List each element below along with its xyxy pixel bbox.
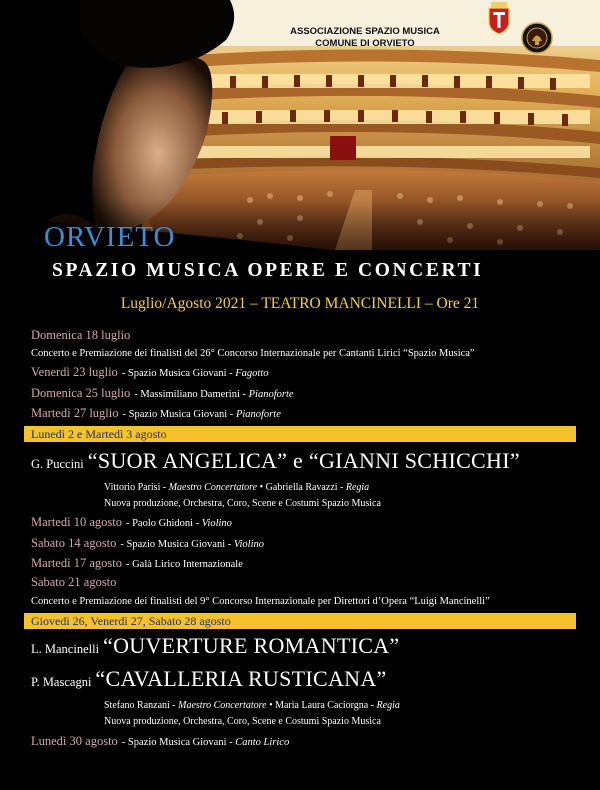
orvieto-coat-of-arms-icon <box>485 0 513 36</box>
event-entry <box>31 535 264 553</box>
event-instrument: Pianoforte <box>248 389 294 400</box>
highlight-date-bar <box>24 613 576 629</box>
association-name: ASSOCIAZIONE SPAZIO MUSICA <box>290 26 440 37</box>
event-description: - Spazio Musica Giovani - <box>121 737 236 748</box>
production-credits: Nuova produzione, Orchestra, Coro, Scene e Costumi Spazio Musica <box>104 498 381 509</box>
opera-title: “CAVALLERIA RUSTICANA” <box>95 666 387 691</box>
separator-bullet: • <box>266 700 276 711</box>
conductor-role: Maestro Concertatore <box>168 482 258 493</box>
event-instrument: Pianoforte <box>235 409 281 420</box>
production-credits: Nuova produzione, Orchestra, Coro, Scene e Costumi Spazio Musica <box>104 716 381 727</box>
season-subtitle: Luglio/Agosto 2021 – TEATRO MANCINELLI – Ore 21 <box>120 295 480 312</box>
event-description: - Galà Lirico Internazionale <box>125 559 243 570</box>
event-description: - Spazio Musica Giovani - <box>121 368 236 379</box>
highlight-date: Giovedì 26, Venerdì 27, Sabato 28 agosto <box>31 614 231 628</box>
organizer-block <box>290 26 440 50</box>
composer: G. Puccini <box>31 457 84 471</box>
event-description: - Spazio Musica Giovani - <box>120 539 234 550</box>
event-instrument: Canto Lirico <box>235 737 290 748</box>
conductor-role: Maestro Concertatore <box>178 700 267 711</box>
event-entry <box>31 733 289 751</box>
municipality-name: COMUNE DI ORVIETO <box>315 38 415 49</box>
opera-title: “OUVERTURE ROMANTICA” <box>103 633 400 658</box>
event-description: Concerto e Premiazione dei finalisti del 26° Concorso Internazionale per Cantanti Lirici “Spazio Musica” <box>31 348 475 359</box>
event-entry <box>31 555 243 573</box>
conductor-name: Vittorio Parisi - <box>104 482 169 493</box>
event-date: Domenica 18 luglio <box>31 328 131 342</box>
event-entry <box>31 385 294 403</box>
opera-title-row <box>31 633 400 659</box>
event-date: Martedì 27 luglio <box>31 406 119 420</box>
composer: L. Mancinelli <box>31 642 100 656</box>
event-entry <box>31 514 232 532</box>
event-date: Sabato 21 agosto <box>31 575 117 589</box>
event-entry <box>31 364 268 382</box>
event-instrument: Violino <box>233 539 264 550</box>
event-instrument: Fagotto <box>235 368 269 379</box>
credits-line <box>104 480 369 496</box>
highlight-date-bar <box>24 426 576 442</box>
conductor-name: Stefano Ranzani - <box>104 700 179 711</box>
association-seal-icon <box>521 21 553 55</box>
event-description: - Spazio Musica Giovani - <box>122 409 236 420</box>
main-title: SPAZIO MUSICA OPERE E CONCERTI <box>52 260 484 281</box>
event-date: Martedì 10 agosto <box>31 515 122 529</box>
director-name: Gabriella Ravazzi - <box>265 482 346 493</box>
event-description: Concerto e Premiazione dei finalisti del 9° Concorso Internazionale per Direttori d’Opera “Luigi Mancinelli” <box>31 596 490 607</box>
event-description: - Massimiliano Damerini - <box>134 389 249 400</box>
event-date: Sabato 14 agosto <box>31 536 117 550</box>
event-entry <box>31 405 281 423</box>
opera-title-row <box>31 448 520 474</box>
director-role: Regia <box>345 482 370 493</box>
event-date: Lunedì 30 agosto <box>31 734 118 748</box>
event-instrument: Violino <box>201 518 232 529</box>
director-role: Regia <box>376 700 400 711</box>
composer: P. Mascagni <box>31 675 92 689</box>
event-description: - Paolo Ghidoni - <box>125 518 202 529</box>
opera-title: “SUOR ANGELICA” e “GIANNI SCHICCHI” <box>87 448 520 473</box>
event-date: Domenica 25 luglio <box>31 386 131 400</box>
stage-curtain <box>330 136 356 160</box>
hero-image <box>0 0 600 256</box>
opera-title-row <box>31 666 387 692</box>
director-name: Maria Laura Caciorgna - <box>275 700 377 711</box>
city-title: ORVIETO <box>44 221 176 253</box>
event-date: Martedì 17 agosto <box>31 556 122 570</box>
highlight-date: Lunedì 2 e Martedì 3 agosto <box>31 427 167 441</box>
event-date: Venerdì 23 luglio <box>31 365 118 379</box>
credits-line <box>104 698 400 714</box>
separator-bullet: • <box>257 482 266 493</box>
